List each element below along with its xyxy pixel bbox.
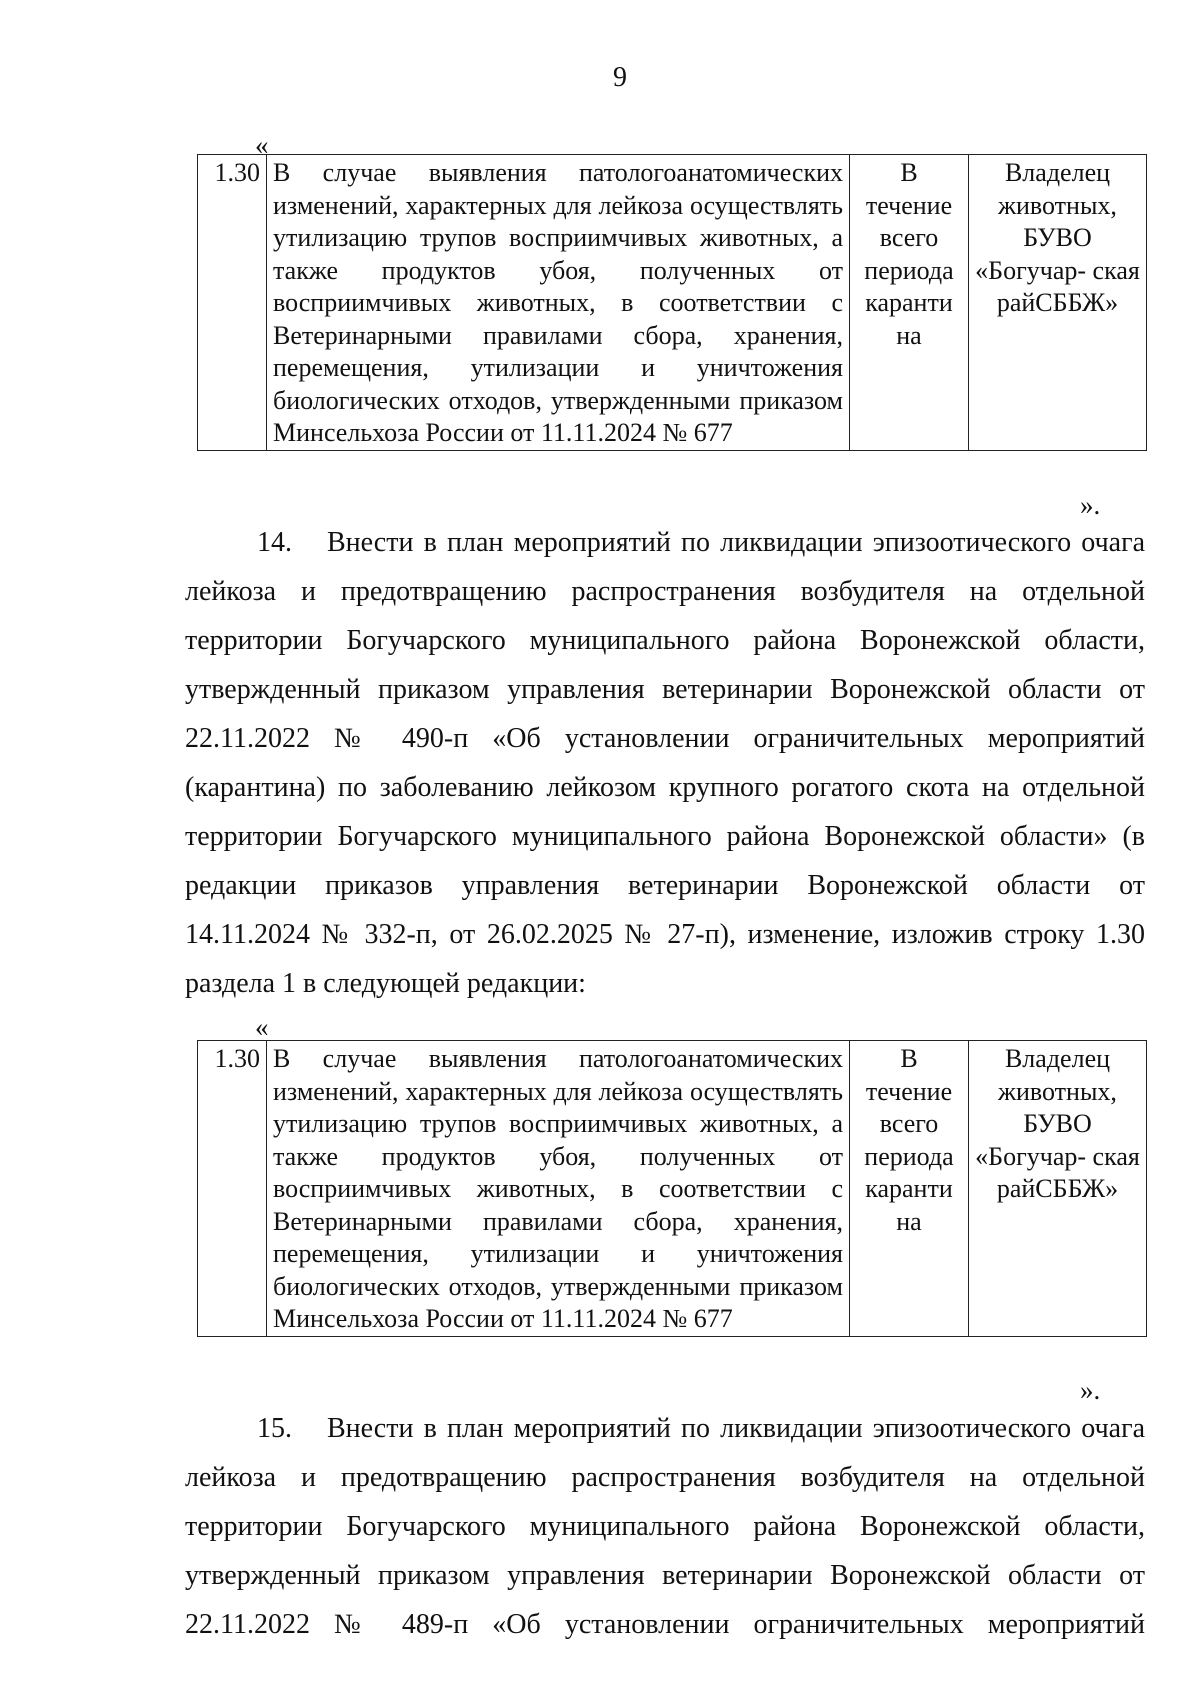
page-number: 9 [613, 62, 627, 93]
row-number: 1.30 [198, 155, 267, 451]
closing-quote: ». [1080, 1375, 1101, 1405]
amendment-table-1 [197, 154, 1147, 451]
row-term: В течение всего периода каранти на [850, 155, 969, 451]
paragraph-text: Внести в план мероприятий по ликвидации эпизоотического очага лейкоза и предотвращению распространения возбудителя на отдельной территории Богучарского муниципального района Воронежской области, утвержденный приказом управления ветеринарии Воронежской области от 22.11.2022 № 489-п «Об установлении ограничительных мероприятий [185, 1413, 1145, 1640]
paragraph-item-14 [185, 518, 1145, 1008]
item-number: 15. [257, 1413, 292, 1444]
opening-quote: « [255, 130, 269, 160]
row-responsible: Владелец животных, БУВО «Богучар- ская райСББЖ» [969, 1041, 1147, 1337]
table-row [198, 155, 1147, 451]
paragraph-item-15 [185, 1404, 1145, 1649]
row-term: В течение всего периода каранти на [850, 1041, 969, 1337]
closing-quote: ». [1080, 490, 1101, 520]
opening-quote: « [255, 1012, 269, 1042]
row-number: 1.30 [198, 1041, 267, 1337]
amendment-table-2 [197, 1040, 1147, 1337]
item-number: 14. [257, 527, 292, 558]
row-measure-text: В случае выявления патологоанатомических изменений, характерных для лейкоза осуществлять утилизацию трупов восприимчивых животных, а также продуктов убоя, полученных от восприимчивых животных, в соответствии с Ветеринарными правилами сбора, хранения, перемещения, утилизации и уничтожения биологических отходов, утвержденными приказом Минсельхоза России от 11.11.2024 № 677 [267, 155, 850, 451]
row-responsible: Владелец животных, БУВО «Богучар- ская райСББЖ» [969, 155, 1147, 451]
paragraph-text: Внести в план мероприятий по ликвидации эпизоотического очага лейкоза и предотвращению распространения возбудителя на отдельной территории Богучарского муниципального района Воронежской области, утвержденный приказом управления ветеринарии Воронежской области от 22.11.2022 № 490-п «Об установлении ограничительных мероприятий (карантина) по заболеванию лейкозом крупного рогатого скота на отдельной территории Богучарского муниципального района Воронежской области» (в редакции приказов управления ветеринарии Воронежской области от 14.11.2024 № 332-п, от 26.02.2025 № 27-п), изменение, изложив строку 1.30 раздела 1 в следующей редакции: [185, 527, 1145, 999]
row-measure-text: В случае выявления патологоанатомических изменений, характерных для лейкоза осуществлять утилизацию трупов восприимчивых животных, а также продуктов убоя, полученных от восприимчивых животных, в соответствии с Ветеринарными правилами сбора, хранения, перемещения, утилизации и уничтожения биологических отходов, утвержденными приказом Минсельхоза России от 11.11.2024 № 677 [267, 1041, 850, 1337]
table-row [198, 1041, 1147, 1337]
